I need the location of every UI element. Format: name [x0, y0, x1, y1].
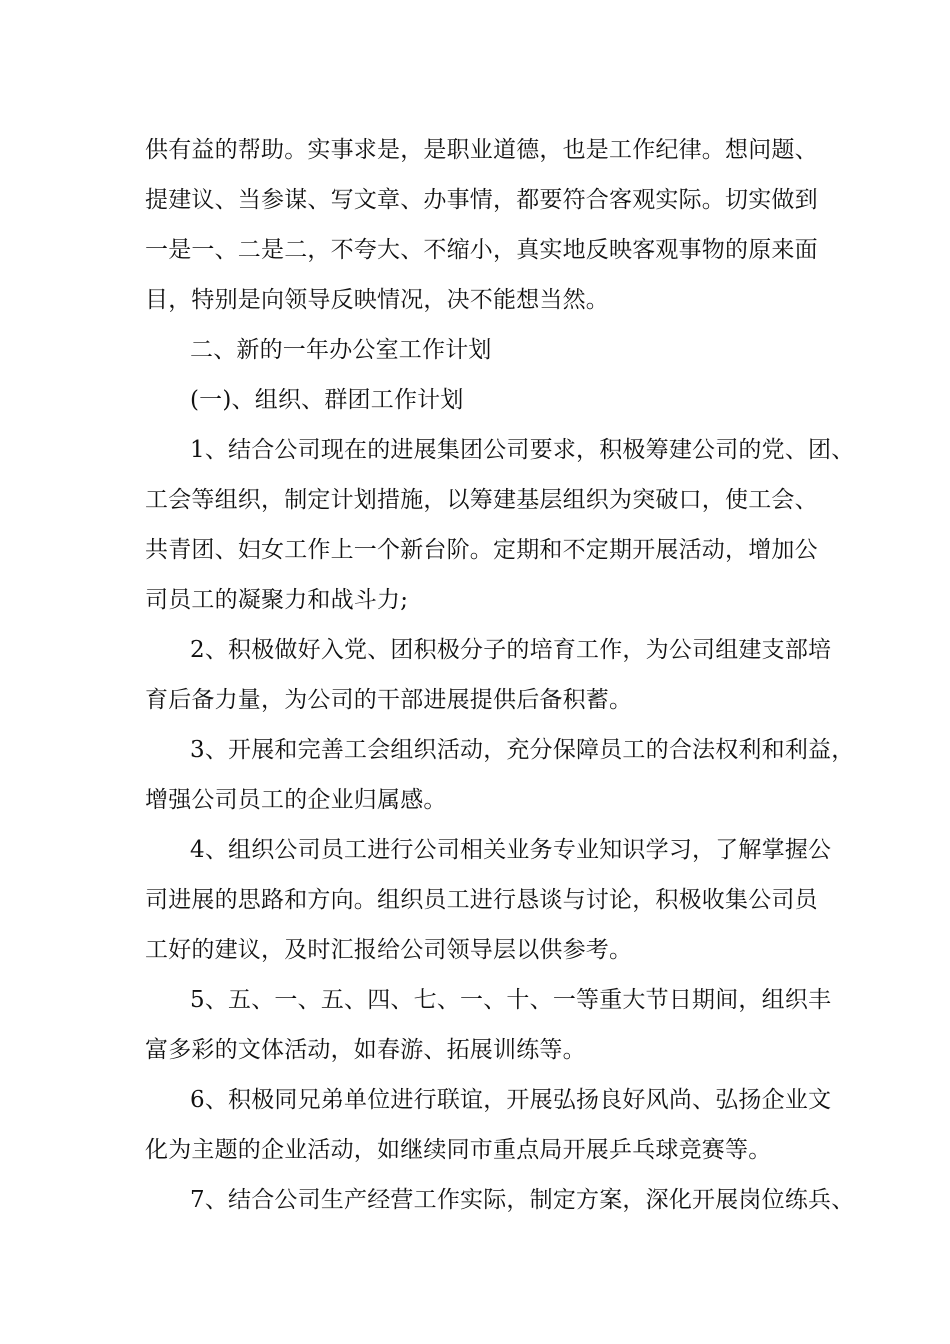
- text-line: 5、五、一、五、四、七、一、十、一等重大节日期间，组织丰: [190, 987, 832, 1013]
- text-line: 增强公司员工的企业归属感。: [145, 787, 447, 813]
- text-line: 工会等组织，制定计划措施，以筹建基层组织为突破口，使工会、: [145, 487, 818, 513]
- text-line: 4、组织公司员工进行公司相关业务专业知识学习，了解掌握公: [190, 837, 832, 863]
- text-line: 司进展的思路和方向。组织员工进行恳谈与讨论，积极收集公司员: [145, 887, 818, 913]
- text-line: 育后备力量，为公司的干部进展提供后备积蓄。: [145, 687, 633, 713]
- text-line: 供有益的帮助。实事求是，是职业道德，也是工作纪律。想问题、: [145, 137, 818, 163]
- text-line: 富多彩的文体活动，如春游、拓展训练等。: [145, 1037, 586, 1063]
- text-line: 提建议、当参谋、写文章、办事情，都要符合客观实际。切实做到: [145, 187, 818, 213]
- text-line: 工好的建议，及时汇报给公司领导层以供参考。: [145, 937, 633, 963]
- text-line: 一是一、二是二，不夸大、不缩小，真实地反映客观事物的原来面: [145, 237, 818, 263]
- text-line: 司员工的凝聚力和战斗力;: [145, 587, 409, 613]
- text-line: 2、积极做好入党、团积极分子的培育工作，为公司组建支部培: [190, 637, 832, 663]
- text-line: 7、结合公司生产经营工作实际，制定方案，深化开展岗位练兵、: [190, 1187, 855, 1213]
- text-line: 目，特别是向领导反映情况，决不能想当然。: [145, 287, 609, 313]
- subsection-heading: (一)、组织、群团工作计划: [190, 387, 464, 413]
- text-line: 化为主题的企业活动，如继续同市重点局开展乒乓球竞赛等。: [145, 1137, 772, 1163]
- section-heading: 二、新的一年办公室工作计划: [190, 337, 492, 363]
- text-line: 1、结合公司现在的进展集团公司要求，积极筹建公司的党、团、: [190, 437, 855, 463]
- text-line: 3、开展和完善工会组织活动，充分保障员工的合法权利和利益，: [190, 737, 855, 763]
- text-line: 6、积极同兄弟单位进行联谊，开展弘扬良好风尚、弘扬企业文: [190, 1087, 832, 1113]
- text-line: 共青团、妇女工作上一个新台阶。定期和不定期开展活动，增加公: [145, 537, 818, 563]
